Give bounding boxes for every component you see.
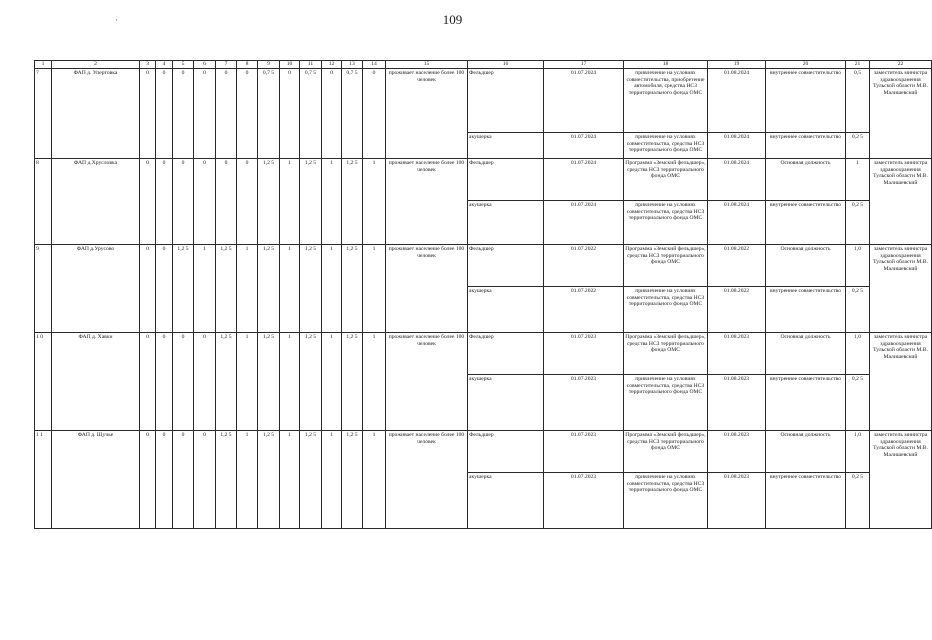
document-table <box>34 60 932 529</box>
value-cell: 1,2 5 <box>342 333 363 431</box>
hire-date-cell: 01.08.2022 <box>708 245 766 287</box>
employment-type-cell: внутреннее совместительство <box>766 473 846 529</box>
value-cell: 1,2 5 <box>216 245 237 333</box>
column-header: 4 <box>156 61 173 69</box>
position-cell: акушерка <box>468 201 544 245</box>
value-cell: 1 <box>322 333 342 431</box>
column-header: 14 <box>363 61 386 69</box>
hire-date-cell: 01.08.2024 <box>708 69 766 133</box>
value-cell: 0 <box>140 333 156 431</box>
value-cell: 0 <box>140 69 156 159</box>
column-header: 21 <box>846 61 870 69</box>
facility-name-cell: ФАП д. Упертовка <box>52 69 140 159</box>
facility-name-cell: ФАП д.Урусово <box>52 245 140 333</box>
start-date-cell: 01.07.2023 <box>544 375 624 431</box>
value-cell: 0 <box>140 159 156 245</box>
employment-type-cell: Основная должность <box>766 333 846 375</box>
value-cell: 1,2 5 <box>258 245 280 333</box>
value-cell: 0 <box>237 69 258 159</box>
start-date-cell: 01.07.2024 <box>544 201 624 245</box>
value-cell: 0 <box>216 69 237 159</box>
value-cell: 1 <box>280 333 300 431</box>
position-cell: Фельдшер <box>468 159 544 201</box>
position-cell: акушерка <box>468 473 544 529</box>
rate-cell: 1,0 <box>846 245 870 287</box>
start-date-cell: 01.07.2023 <box>544 333 624 375</box>
column-header: 5 <box>173 61 194 69</box>
column-header: 18 <box>624 61 708 69</box>
value-cell: 1,2 5 <box>216 333 237 431</box>
value-cell: 0,7 5 <box>258 69 280 159</box>
corner-mark: ' <box>116 18 118 26</box>
rate-cell: 0,2 5 <box>846 201 870 245</box>
value-cell: 0 <box>237 159 258 245</box>
employment-type-cell: Основная должность <box>766 159 846 201</box>
column-header: 16 <box>468 61 544 69</box>
employment-type-cell: внутреннее совместительство <box>766 133 846 159</box>
value-cell: 1 <box>237 333 258 431</box>
hire-date-cell: 01.08.2024 <box>708 159 766 201</box>
population-cell: проживает население более 100 человек <box>386 245 468 333</box>
value-cell: 0 <box>156 333 173 431</box>
start-date-cell: 01.07.2024 <box>544 133 624 159</box>
column-number-row <box>35 61 932 69</box>
value-cell: 1,2 5 <box>300 159 322 245</box>
value-cell: 1,2 5 <box>173 245 194 333</box>
value-cell: 0 <box>173 159 194 245</box>
column-header: 19 <box>708 61 766 69</box>
value-cell: 1 <box>363 431 386 529</box>
value-cell: 1 <box>237 245 258 333</box>
column-header: 12 <box>322 61 342 69</box>
start-date-cell: 01.07.2023 <box>544 473 624 529</box>
rate-cell: 1,0 <box>846 333 870 375</box>
position-cell: Фельдшер <box>468 431 544 473</box>
value-cell: 1,2 5 <box>342 245 363 333</box>
value-cell: 1 <box>237 431 258 529</box>
value-cell: 1,2 5 <box>342 159 363 245</box>
column-header: 8 <box>237 61 258 69</box>
start-date-cell: 01.07.2022 <box>544 245 624 287</box>
table-row <box>35 159 932 201</box>
column-header: 6 <box>194 61 216 69</box>
rate-cell: 1 <box>846 159 870 201</box>
value-cell: 1,2 5 <box>300 333 322 431</box>
value-cell: 1 <box>363 159 386 245</box>
employment-type-cell: внутреннее совместительство <box>766 287 846 333</box>
page-number: 109 <box>442 12 463 27</box>
employment-type-cell: Основная должность <box>766 245 846 287</box>
facility-name-cell: ФАП д.Хрусловка <box>52 159 140 245</box>
population-cell: проживает население более 100 человек <box>386 431 468 529</box>
column-header: 10 <box>280 61 300 69</box>
rate-cell: 0,5 <box>846 69 870 133</box>
start-date-cell: 01.07.2024 <box>544 159 624 201</box>
value-cell: 1,2 5 <box>258 159 280 245</box>
row-number-cell: 7 <box>35 69 52 159</box>
value-cell: 1 <box>322 159 342 245</box>
table-row <box>35 333 932 375</box>
value-cell: 0 <box>173 333 194 431</box>
position-cell: акушерка <box>468 375 544 431</box>
value-cell: 1 <box>280 159 300 245</box>
responsible-person-cell: заместитель министра здравоохранения Тульской области М.В. Малишевский <box>870 431 932 529</box>
column-header: 3 <box>140 61 156 69</box>
column-header: 2 <box>52 61 140 69</box>
funding-source-cell: привлечение на условиях совместительства, приобретение автомобиля, средства НСЗ территориального фонда ОМС <box>624 69 708 133</box>
funding-source-cell: Программа «Земский фельдшер», средства НСЗ территориального фонда ОМС <box>624 245 708 287</box>
population-cell: проживает население более 100 человек <box>386 333 468 431</box>
employment-type-cell: Основная должность <box>766 431 846 473</box>
employment-type-cell: внутреннее совместительство <box>766 201 846 245</box>
column-header: 13 <box>342 61 363 69</box>
value-cell: 0 <box>280 69 300 159</box>
table-row <box>35 69 932 133</box>
table-row <box>35 245 932 287</box>
start-date-cell: 01.07.2023 <box>544 431 624 473</box>
responsible-person-cell: заместитель министра здравоохранения Тульской области М.В. Малишевский <box>870 69 932 159</box>
rate-cell: 0,2 5 <box>846 287 870 333</box>
value-cell: 0 <box>156 245 173 333</box>
hire-date-cell: 01.08.2023 <box>708 431 766 473</box>
column-header: 22 <box>870 61 932 69</box>
position-cell: акушерка <box>468 287 544 333</box>
value-cell: 0 <box>156 431 173 529</box>
funding-source-cell: привлечение на условиях совместительства, средства НСЗ территориального фонда ОМС <box>624 473 708 529</box>
value-cell: 0 <box>173 431 194 529</box>
value-cell: 0 <box>140 431 156 529</box>
rate-cell: 1,0 <box>846 431 870 473</box>
hire-date-cell: 01.08.2024 <box>708 133 766 159</box>
value-cell: 0,7 5 <box>342 69 363 159</box>
employment-type-cell: внутреннее совместительство <box>766 375 846 431</box>
funding-source-cell: Программа «Земский фельдшер», средства НСЗ территориального фонда ОМС <box>624 333 708 375</box>
value-cell: 1 <box>280 245 300 333</box>
start-date-cell: 01.07.2024 <box>544 69 624 133</box>
value-cell: 0 <box>363 69 386 159</box>
funding-source-cell: привлечение на условиях совместительства, средства НСЗ территориального фонда ОМС <box>624 201 708 245</box>
row-number-cell: 9 <box>35 245 52 333</box>
value-cell: 1 <box>363 333 386 431</box>
column-header: 20 <box>766 61 846 69</box>
value-cell: 1,2 5 <box>342 431 363 529</box>
funding-source-cell: Программа «Земский фельдшер», средства НСЗ территориального фонда ОМС <box>624 431 708 473</box>
hire-date-cell: 01.08.2024 <box>708 201 766 245</box>
value-cell: 0 <box>156 69 173 159</box>
rate-cell: 0,2 5 <box>846 133 870 159</box>
value-cell: 0 <box>173 69 194 159</box>
value-cell: 0,7 5 <box>300 69 322 159</box>
facility-name-cell: ФАП д. Хавки <box>52 333 140 431</box>
column-header: 11 <box>300 61 322 69</box>
hire-date-cell: 01.08.2023 <box>708 333 766 375</box>
position-cell: Фельдшер <box>468 333 544 375</box>
value-cell: 1 <box>280 431 300 529</box>
value-cell: 0 <box>216 159 237 245</box>
value-cell: 1,2 5 <box>258 431 280 529</box>
value-cell: 0 <box>194 431 216 529</box>
start-date-cell: 01.07.2022 <box>544 287 624 333</box>
position-cell: Фельдшер <box>468 69 544 133</box>
facility-name-cell: ФАП д. Щучье <box>52 431 140 529</box>
value-cell: 1,2 5 <box>216 431 237 529</box>
column-header: 15 <box>386 61 468 69</box>
value-cell: 1 <box>322 431 342 529</box>
table-row <box>35 431 932 473</box>
value-cell: 0 <box>194 333 216 431</box>
value-cell: 1 <box>363 245 386 333</box>
hire-date-cell: 01.08.2023 <box>708 375 766 431</box>
rate-cell: 0,2 5 <box>846 473 870 529</box>
value-cell: 0 <box>194 159 216 245</box>
rate-cell: 0,2 5 <box>846 375 870 431</box>
column-header: 7 <box>216 61 237 69</box>
population-cell: проживает население более 100 человек <box>386 69 468 159</box>
column-header: 1 <box>35 61 52 69</box>
population-cell: проживает население более 100 человек <box>386 159 468 245</box>
value-cell: 0 <box>156 159 173 245</box>
column-header: 17 <box>544 61 624 69</box>
hire-date-cell: 01.08.2022 <box>708 287 766 333</box>
value-cell: 0 <box>194 69 216 159</box>
responsible-person-cell: заместитель министра здравоохранения Тульской области М.В. Малишевский <box>870 245 932 333</box>
value-cell: 1 <box>322 245 342 333</box>
value-cell: 1 <box>194 245 216 333</box>
column-header: 9 <box>258 61 280 69</box>
value-cell: 0 <box>140 245 156 333</box>
funding-source-cell: привлечение на условиях совместительства, средства НСЗ территориального фонда ОМС <box>624 133 708 159</box>
funding-source-cell: привлечение на условиях совместительства, средства НСЗ территориального фонда ОМС <box>624 287 708 333</box>
value-cell: 1,2 5 <box>300 431 322 529</box>
position-cell: Фельдшер <box>468 245 544 287</box>
employment-type-cell: внутреннее совместительство <box>766 69 846 133</box>
row-number-cell: 1 0 <box>35 333 52 431</box>
value-cell: 1,2 5 <box>258 333 280 431</box>
funding-source-cell: привлечение на условиях совместительства, средства НСЗ территориального фонда ОМС <box>624 375 708 431</box>
position-cell: акушерка <box>468 133 544 159</box>
hire-date-cell: 01.08.2023 <box>708 473 766 529</box>
value-cell: 1,2 5 <box>300 245 322 333</box>
value-cell: 0 <box>322 69 342 159</box>
row-number-cell: 1 1 <box>35 431 52 529</box>
funding-source-cell: Программа «Земский фельдшер», средства НСЗ территориального фонда ОМС <box>624 159 708 201</box>
responsible-person-cell: заместитель министра здравоохранения Тульской области М.В. Малишевский <box>870 159 932 245</box>
responsible-person-cell: заместитель министра здравоохранения Тульской области М.В. Малишевский <box>870 333 932 431</box>
row-number-cell: 8 <box>35 159 52 245</box>
